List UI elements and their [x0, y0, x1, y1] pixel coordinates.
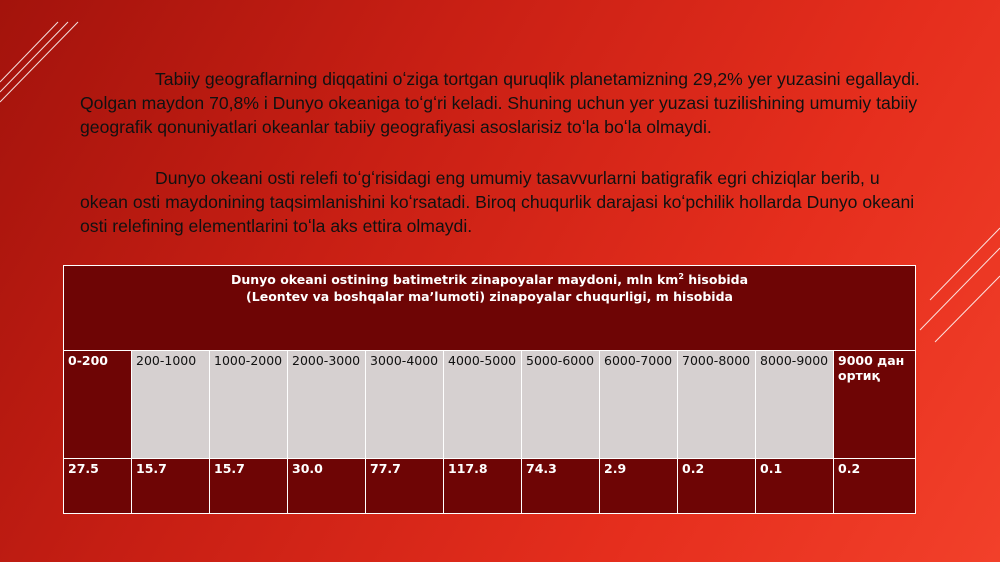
depth-row	[64, 351, 916, 459]
area-cell: 15.7	[132, 459, 210, 514]
depth-cell: 5000-6000	[522, 351, 600, 459]
depth-cell: 0-200	[64, 351, 132, 459]
depth-cell: 4000-5000	[444, 351, 522, 459]
depth-cell: 8000-9000	[756, 351, 834, 459]
area-row	[64, 459, 916, 514]
table-title-line-1: Dunyo okeani ostining batimetrik zinapoyalar maydoni, mln $km^2$ hisobida	[230, 272, 749, 288]
bathymetric-table	[63, 265, 916, 514]
table-title	[64, 266, 916, 351]
depth-cell: 9000 дан ортиқ	[834, 351, 916, 459]
depth-cell: 2000-3000	[288, 351, 366, 459]
area-cell: 0.2	[834, 459, 916, 514]
area-cell: 0.2	[678, 459, 756, 514]
depth-cell: 7000-8000	[678, 351, 756, 459]
paragraph-2-text: Dunyo okeani osti relefi toʻgʻrisidagi eng umumiy tasavvurlarni batigrafik egri chiziqlar berib, u okean osti maydonining taqsimlanishini koʻrsatadi. Biroq chuqurlik darajasi koʻpchilik hollarda Dunyo okeani osti relefining elementlarini toʻla aks ettira olmaydi.	[80, 168, 915, 236]
paragraph-2	[80, 166, 930, 238]
area-cell: 15.7	[210, 459, 288, 514]
depth-cell: 1000-2000	[210, 351, 288, 459]
area-cell: 0.1	[756, 459, 834, 514]
depth-cell: 3000-4000	[366, 351, 444, 459]
table-title-line-2: (Leontev va boshqalar maʼlumoti) zinapoyalar chuqurligi, m hisobida	[246, 289, 733, 305]
area-cell: 27.5	[64, 459, 132, 514]
area-cell: 77.7	[366, 459, 444, 514]
area-cell: 117.8	[444, 459, 522, 514]
area-cell: 2.9	[600, 459, 678, 514]
depth-cell: 200-1000	[132, 351, 210, 459]
paragraph-1-text: Tabiiy geograflarning diqqatini oʻziga tortgan quruqlik planetamizning 29,2% yer yuzasini egallaydi. Qolgan maydon 70,8% i Dunyo okeaniga toʻgʻri keladi. Shuning uchun yer yuzasi tuzilishining umumiy tabiiy geografik qonuniyatlari okeanlar tabiiy geografiyasi asoslarisiz toʻla boʻla olmaydi.	[80, 69, 920, 137]
area-cell: 74.3	[522, 459, 600, 514]
paragraph-1	[80, 67, 930, 139]
depth-cell: 6000-7000	[600, 351, 678, 459]
area-cell: 30.0	[288, 459, 366, 514]
